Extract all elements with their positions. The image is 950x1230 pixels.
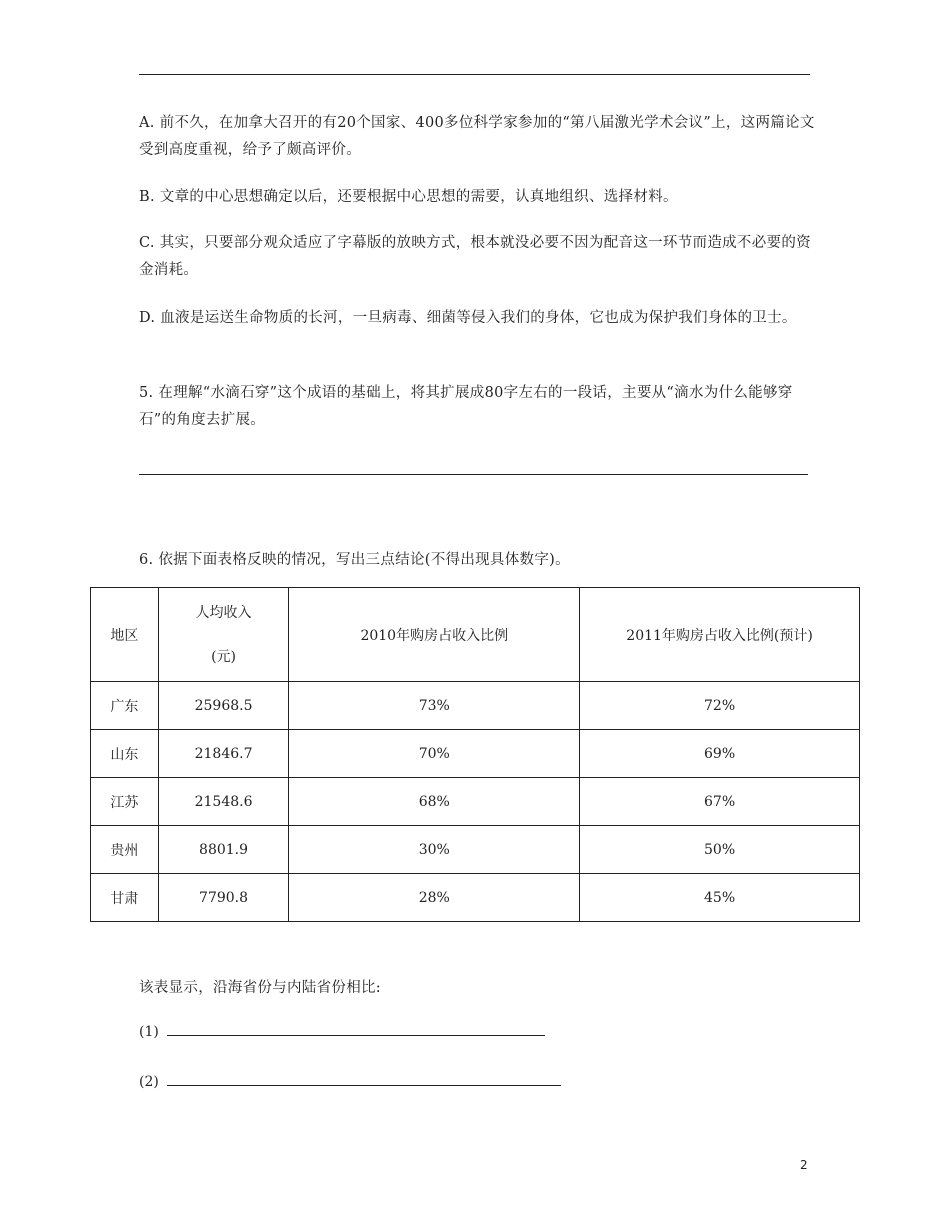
top-rule: [139, 74, 810, 75]
header-ratio-2010: 2010年购房占收入比例: [289, 588, 580, 682]
cell-ratio-2011: 67%: [580, 778, 860, 826]
cell-ratio-2010: 30%: [289, 826, 580, 874]
answer-2-label: (2): [139, 1074, 159, 1090]
question-5-number: 5.: [139, 385, 154, 401]
option-a: [139, 110, 815, 164]
table-row: [91, 730, 860, 778]
q5-answer-line[interactable]: [139, 474, 808, 475]
header-income: [158, 588, 289, 682]
option-c-letter: C.: [139, 235, 155, 251]
table-row: [91, 682, 860, 730]
question-5-text: 在理解“水滴石穿”这个成语的基础上，将其扩展成80字左右的一段话，主要从“滴水为什么能够穿石”的角度去扩展。: [139, 385, 793, 428]
header-income-line2: (元): [211, 648, 237, 665]
cell-region: 贵州: [91, 826, 159, 874]
question-6-text: 依据下面表格反映的情况，写出三点结论(不得出现具体数字)。: [158, 552, 570, 568]
answer-1: [139, 1024, 545, 1040]
cell-ratio-2010: 68%: [289, 778, 580, 826]
option-b-text: 文章的中心思想确定以后，还要根据中心思想的需要，认真地组织、选择材料。: [159, 189, 678, 205]
header-region: 地区: [91, 588, 159, 682]
answer-1-line[interactable]: [167, 1035, 545, 1036]
cell-income: 7790.8: [158, 874, 289, 922]
option-a-text: 前不久，在加拿大召开的有20个国家、400多位科学家参加的“第八届激光学术会议”上，这两篇论文受到高度重视，给予了颇高评价。: [139, 115, 815, 158]
cell-ratio-2010: 28%: [289, 874, 580, 922]
answer-2: [139, 1074, 561, 1090]
header-ratio-2011: 2011年购房占收入比例(预计): [580, 588, 860, 682]
housing-ratio-table: [90, 587, 860, 922]
header-income-line1: 人均收入: [195, 604, 252, 621]
cell-region: 甘肃: [91, 874, 159, 922]
option-d-text: 血液是运送生命物质的长河，一旦病毒、细菌等侵入我们的身体，它也成为保护我们身体的卫士。: [160, 310, 797, 326]
cell-ratio-2011: 45%: [580, 874, 860, 922]
cell-region: 广东: [91, 682, 159, 730]
cell-income: 21548.6: [158, 778, 289, 826]
option-a-letter: A.: [139, 115, 155, 131]
cell-ratio-2011: 50%: [580, 826, 860, 874]
option-c-text: 其实，只要部分观众适应了字幕版的放映方式，根本就没必要不因为配音这一环节而造成不必要的资金消耗。: [139, 235, 811, 278]
question-6-number: 6.: [139, 552, 154, 568]
conclusion-intro: 该表显示，沿海省份与内陆省份相比:: [139, 980, 381, 996]
table-header-row: [91, 588, 860, 682]
question-6: [139, 547, 815, 574]
cell-ratio-2010: 73%: [289, 682, 580, 730]
table-row: [91, 874, 860, 922]
option-d: [139, 305, 815, 332]
cell-ratio-2010: 70%: [289, 730, 580, 778]
cell-ratio-2011: 72%: [580, 682, 860, 730]
option-c: [139, 230, 815, 284]
cell-region: 江苏: [91, 778, 159, 826]
question-5: [139, 380, 815, 434]
page-number: 2: [800, 1158, 808, 1172]
cell-region: 山东: [91, 730, 159, 778]
table-row: [91, 778, 860, 826]
cell-income: 8801.9: [158, 826, 289, 874]
cell-income: 21846.7: [158, 730, 289, 778]
answer-2-line[interactable]: [167, 1085, 561, 1086]
cell-income: 25968.5: [158, 682, 289, 730]
option-b-letter: B.: [139, 189, 155, 205]
cell-ratio-2011: 69%: [580, 730, 860, 778]
answer-1-label: (1): [139, 1024, 159, 1040]
table-row: [91, 826, 860, 874]
option-d-letter: D.: [139, 310, 156, 326]
option-b: [139, 184, 815, 211]
